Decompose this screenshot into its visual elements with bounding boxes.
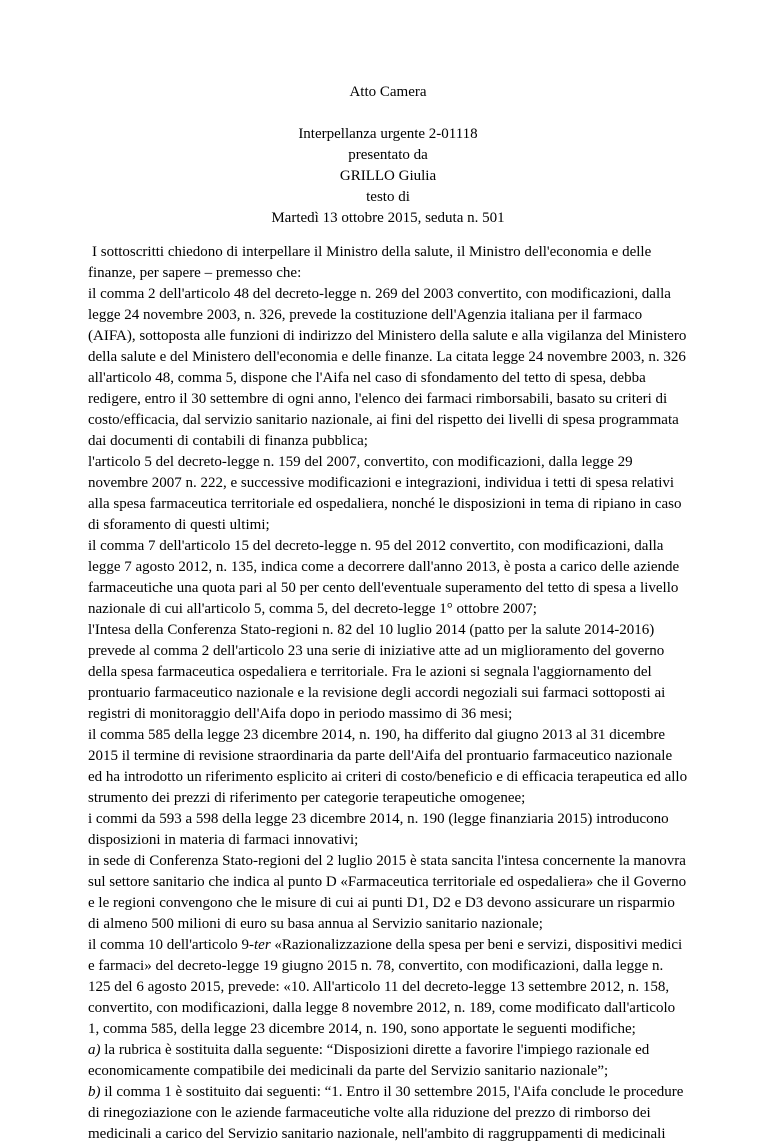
- letter-a-marker: a): [88, 1042, 101, 1058]
- paragraph-comma10-italic: ter: [254, 937, 271, 953]
- paragraph-comma10: [88, 935, 688, 1040]
- paragraph-letter-a: [88, 1040, 688, 1082]
- header-spacer: [88, 103, 688, 124]
- paragraph-intro: I sottoscritti chiedono di interpellare il Ministro della salute, il Ministro dell'economia e delle finanze, per sapere – premesso che:: [88, 244, 652, 281]
- paragraph-comma2: il comma 2 dell'articolo 48 del decreto-legge n. 269 del 2003 convertito, con modificazioni, dalla legge 24 novembre 2003, n. 326, prevede la costituzione dell'Agenzia italiana per il farmaco (AIFA), sottoposta alle funzioni di indirizzo del Ministero della salute e alla vigilanza del Ministero della salute e del Ministero dell'economia e delle finanze. La citata legge 24 novembre 2003, n. 326 all'articolo 48, comma 5, dispone che l'Aifa nel caso di sfondamento del tetto di spesa, debba redigere, entro il 30 settembre di ogni anno, l'elenco dei farmaci rimborsabili, basato su criteri di costo/efficacia, dal servizio sanitario nazionale, ai fini del rispetto dei livelli di spesa programmata dai documenti di contabili di finanza pubblica;: [88, 286, 687, 449]
- header-source: Atto Camera: [349, 84, 427, 100]
- header-text-of: testo di: [366, 189, 410, 205]
- paragraph-comma7: il comma 7 dell'articolo 15 del decreto-legge n. 95 del 2012 convertito, con modificazioni, dalla legge 7 agosto 2012, n. 135, indica come a decorrere dall'anno 2013, è posta a carico delle aziende farmaceutiche una quota pari al 50 per cento dell'eventuale superamento del tetto di spesa a livello nazionale di cui all'articolo 5, comma 5, del decreto-legge 1° ottobre 2007;: [88, 538, 680, 617]
- letter-a-text: la rubrica è sostituita dalla seguente: “Disposizioni dirette a favorire l'impiego razionale ed economicamente compatibile dei medicinali da parte del Servizio sanitario nazionale”;: [88, 1042, 650, 1079]
- paragraph-art5: l'articolo 5 del decreto-legge n. 159 del 2007, convertito, con modificazioni, dalla legge 29 novembre 2007 n. 222, e successive modificazioni e integrazioni, individua i tetti di spesa relativi alla spesa farmaceutica territoriale ed ospedaliera, nonché le disposizioni in tema di ripiano in caso di sforamento di questi ultimi;: [88, 454, 682, 533]
- header-act-type: Interpellanza urgente 2-01118: [298, 126, 478, 142]
- paragraph-letter-b: [88, 1082, 688, 1145]
- paragraph-conferenza: in sede di Conferenza Stato-regioni del 2 luglio 2015 è stata sancita l'intesa concernente la manovra sul settore sanitario che indica al punto D «Farmaceutica territoriale ed ospedaliera» che il Governo e le regioni convengono che le misure di cui ai punti D1, D2 e D3 devono assicurare un risparmio di almeno 500 milioni di euro su basa annua al Servizio sanitario nazionale;: [88, 853, 687, 932]
- paragraph-comma10-start: il comma 10 dell'articolo 9-: [88, 937, 254, 953]
- header-presented-by: presentato da: [348, 147, 428, 163]
- paragraph-comma10-end: «Razionalizzazione della spesa per beni e servizi, dispositivi medici e farmaci» del decreto-legge 19 giugno 2015 n. 78, convertito, con modificazioni, dalla legge n. 125 del 6 agosto 2015, prevede: «10. All'articolo 11 del decreto-legge 13 settembre 2012, n. 158, convertito, con modificazioni, dalla legge 8 novembre 2012, n. 189, come modificato dall'articolo 1, comma 585, della legge 23 dicembre 2014, n. 190, sono apportate le seguenti modifiche;: [88, 937, 683, 1037]
- letter-b-text: il comma 1 è sostituito dai seguenti: “1. Entro il 30 settembre 2015, l'Aifa conclude le procedure di rinegoziazione con le aziende farmaceutiche volte alla riduzione del prezzo di rimborso dei medicinali a carico del Servizio sanitario nazionale, nell'ambito di raggruppamenti di medicinali: [88, 1084, 684, 1142]
- document-body: [88, 242, 688, 1145]
- document-page: [88, 82, 688, 1145]
- letter-b-marker: b): [88, 1084, 101, 1100]
- header-author: GRILLO Giulia: [339, 168, 437, 184]
- document-header: [88, 82, 688, 229]
- header-date-session: Martedì 13 ottobre 2015, seduta n. 501: [271, 210, 505, 226]
- paragraph-commi593: i commi da 593 a 598 della legge 23 dicembre 2014, n. 190 (legge finanziaria 2015) introducono disposizioni in materia di farmaci innovativi;: [88, 811, 669, 848]
- paragraph-intesa: l'Intesa della Conferenza Stato-regioni n. 82 del 10 luglio 2014 (patto per la salute 2014-2016) prevede al comma 2 dell'articolo 23 una serie di iniziative atte ad un miglioramento del governo della spesa farmaceutica ospedaliera e territoriale. Fra le azioni si segnala l'aggiornamento del prontuario farmaceutico nazionale e la revisione degli accordi negoziali sui farmaci sottoposti ai registri di monitoraggio dell'Aifa dopo in periodo massimo di 36 mesi;: [88, 622, 666, 722]
- paragraph-comma585: il comma 585 della legge 23 dicembre 2014, n. 190, ha differito dal giugno 2013 al 31 dicembre 2015 il termine di revisione straordinaria da parte dell'Aifa del prontuario farmaceutico nazionale ed ha introdotto un riferimento esplicito ai criteri di costo/beneficio e di efficacia terapeutica ed allo strumento dei prezzi di riferimento per categorie terapeutiche omogenee;: [88, 727, 688, 806]
